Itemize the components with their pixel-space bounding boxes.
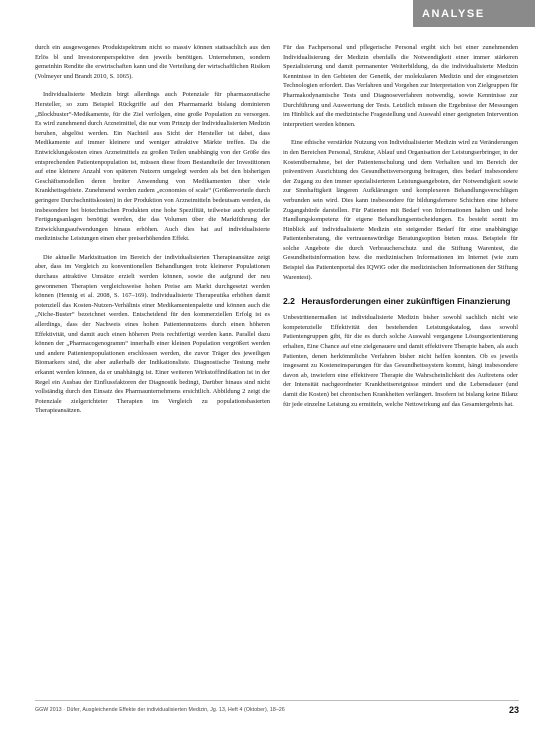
section-heading-text: Herausforderungen einer zukünftigen Finanzierung — [301, 296, 511, 307]
right-paragraph-2: Eine ethische verstärkte Nutzung von Individualisierter Medizin wird zu Veränderungen in den Bereichen Personal, Struktur, Ablauf und Organisation der Leistungserbringer, in der Kostenübernahme, bei der Patientenschulung und dem Verhalten und im Bereich der präventiven Ausrichtung des Gesundheitsversorgung beitragen, dies bedarf insbesondere der Zugang zu den immer spezialisierteren Leistungsangeboten, der Notwendigkeit sowie zur Sinnhaftigkeit längeren Aufklärungen und komplexeren Behandlungsverschlägen verbunden sein wird. Dies kann insbesondere für bildungsfernere Schichten eine höhere Zugangshürde darstellen. Für Patienten mit Bedarf von Informationen halten und hohe Handlungskompetenz für eigene Behandlungsentscheidungen. Es besteht somit im Hinblick auf individualisierte Medizin ein steigender Bedarf für eine unabhängige Patientenberatung, die vertrauenswürdige Beratungsoption bieten muss. Beispiele für solche Angebote die durch Verbraucherschutz und die Stiftung Warentest, die Gesundheitsinformation bzw. die medizinischen Informationen im Internet (wie zum Beispiel das Patientenportal des IQWiG oder die medizinischen Informationen der Stiftung Warentest). — [283, 139, 518, 281]
footer — [35, 703, 519, 717]
section-banner-label: ANALYSE — [422, 7, 485, 20]
footer-rule — [35, 700, 519, 701]
left-paragraph-3: Die aktuelle Marktsituation im Bereich der individualisierten Therapieansätze zeigt aber, dass im Vergleich zu konventionellen Behandlungen trotz kleinerer Populationen durchaus attraktive Umsätze erzielt werden können, sowie die aufgrund der neu gewonnenen Therapien vergleichsweise hohen Preise am Markt durchgesetzt werden können (Hennig et al. 2008, S. 167–169). Individualisierte Therapeutika erhöhen damit potenziell das Kosten-Nutzen-Verhältnis einer Medikamentenpalette und können auch die „Niche-Buster“ bezeichnet werden. Entscheidend für den kommerziellen Erfolg ist es allerdings, dass der Nachweis eines hohen Patientennutzens durch einen höheren Effektivität, und damit auch einen höheren Preis rechtfertigt werden kann. Parallel dazu können der „Pharmacogenogramm“ innerhalb einer kleinen Population vergrößert werden und andere Patientenpopulationen erschlossen werden, die zuvor Träger des jeweiligen Biomarkers sind, die aber außerhalb der Indikationsliste. Diagnostische Testung mehr erkannt werden können, da er unabhängig ist. Einer weiteren Wirkstoffindikation ist in der Regel ein Ausbau der Einflussfaktoren der Diagnostik bedingt, Darüber hinaus sind nicht vollständig durch den Einsatz des Pharmaunternehmens ersichtlich. Abbildung 2 zeigt die Potenziale zielgerichteter Therapien im Vergleich zu populationsbasierten Therapieansätzen. — [35, 253, 270, 415]
left-column — [35, 43, 270, 425]
page-number: 23 — [508, 705, 519, 715]
right-column — [283, 43, 518, 418]
section-banner — [413, 0, 535, 27]
section-heading — [283, 296, 518, 307]
footer-citation: GGW 2013 · Düfer, Ausgleichende Effekte der individualisierten Medizin, Jg. 13, Heft 4 (Oktober), 18–26 — [35, 707, 285, 713]
left-paragraph-2: Individualisierte Medizin birgt allerdings auch Potenziale für pharmazeutische Hersteller, so zum Beispiel Rückgriffe auf den Pharmamarkt bislang dominieren „Blockbuster“-Medikamente, für die Ziel verfolgen, eine große Population zu versorgen. Es wird zunehmend durch Arzneimittel, die nur vom Prinzip der Individualisierten Medizin beruhen, abgelöst werden. Ein Nachteil aus Sicht der Hersteller ist dabei, dass Medikamente auf immer kleinere und weniger attraktive Märkte treffen. Da die Entwicklungskosten eines Arzneimittels zu großen Teilen unabhängig von der Größe des entsprechenden Patientenpopulation ist, müssen diese fixen Bestandteile der Investitionen auf eine kleinere Anzahl von späteren Nutzern umgelegt werden als bei den bisherigen Geschäftsmodellen deren breiter Anwendung von Medikamenten über viele Krankheitsgebiete. Zunehmend werden zudem „economies of scale“ (Größenvorteile durch geringere Durchschnittskosten) in der Produktion von Arzneimitteln bedeutsam werden, da insbesondere bei biotechnischen Produkten eine hohe Spezifität, teilweise auch spezielle Fertigungsanlagen benötigt werden, die das Volumen über die Marktführung der Entwicklungsaufwendungen hinaus erhöhen. Auch dies hat auf individualisierte medizinische Leistungen einen eher preiserhöhenden Effekt. — [35, 91, 270, 243]
right-paragraph-1: Für das Fachpersonal und pflegerische Personal ergibt sich bei einer zunehmenden Individualisierung der Medizin ebenfalls die Notwendigkeit einer immer stärkeren Spezialisierung und damit permanenter Weiterbildung, da die individualisierte Medizin Kenntnisse in den Gebieten der Genetik, der molekularen Medizin und der eingesetzten Technologien erfordert. Das Verfahren und Vorgehen zur Interpretation von Zielgruppen für Pharmakodynamische Tests und Diagnoseverfahren notwendig, sowie Kenntnisse zur Durchführung und Auswertung der Tests. Letztlich müssen die Ergebnisse der Messungen im Hinblick auf die medizinische Fragestellung und Auswahl einer geeigneten Intervention interpretiert werden können. — [283, 44, 518, 128]
section-heading-number: 2.2 — [283, 296, 295, 307]
right-paragraph-3: Unbestrittenermaßen ist individualisierte Medizin bisher sowohl sachlich nicht wie kompetenzielle Effektivität den bestehenden Leistungskatalog, dass sowohl Patientengruppen gibt, für die es durch solche Auswahl vergangene Lösungsorientierung erhalten, Eine Chance auf eine zielgenauere und damit effektivere Therapie haben, als auch Patienten, denen herkömmliche Verfahren bisher nicht helfen konnten. Ob es jeweils insgesamt zu Kosteneinsparungen für das Gesundheitssystem kommt, hängt insbesondere davon ab, inwiefern eine effektivere Therapie die Wahrscheinlichkeit des Auftretens oder der Intensität nachgeordneter Krankheitsereignisse mindert und die Lebensdauer (und damit die Kosten) bei chronischen Krankheiten verlängert. Insofern ist bislang keine Bilanz für jede einzelne Leistung zu ermitteln, welche Nettowirkung auf das Gesamtergebnis hat. — [283, 314, 518, 408]
left-paragraph-1: durch ein ausgewogenes Produktspektrum nicht so massiv können stattsachlich aus den Erlös bl und Investorenperspektive den jeweils benötigen. Unternehmen, sondern gemeinhin Rendite die erwirtschaften kann und die Verteilung der wirtschaftlichen Risiken (Volmeyer und Brandt 2010, S. 1065). — [35, 44, 270, 80]
